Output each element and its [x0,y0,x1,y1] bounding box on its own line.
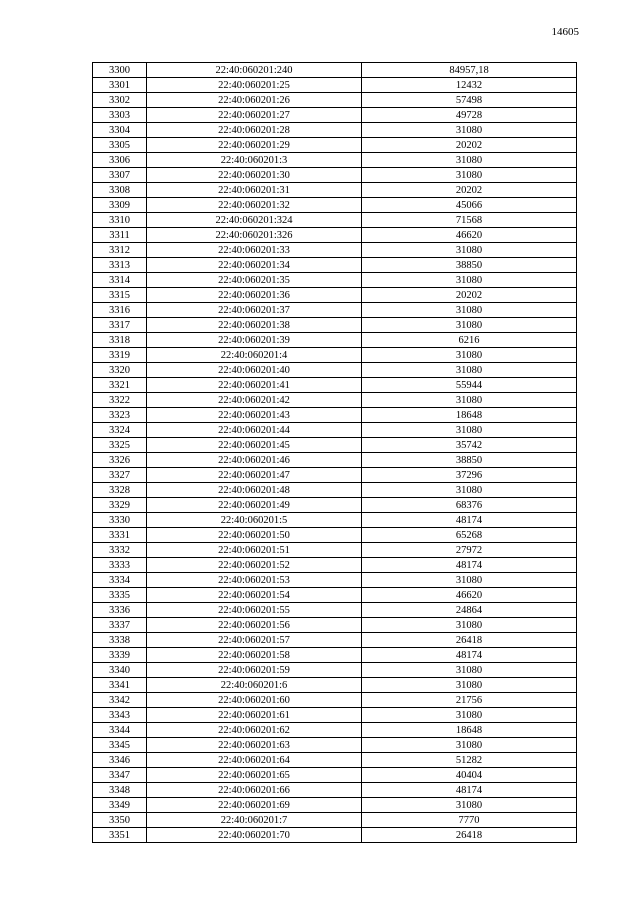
row-number-cell: 3314 [93,273,147,288]
value-cell: 20202 [362,183,577,198]
row-number-cell: 3312 [93,243,147,258]
table-row [93,483,577,498]
value-cell: 31080 [362,273,577,288]
value-cell: 31080 [362,678,577,693]
value-cell: 31080 [362,483,577,498]
value-cell: 48174 [362,558,577,573]
cadastral-number-cell: 22:40:060201:37 [147,303,362,318]
row-number-cell: 3347 [93,768,147,783]
value-cell: 26418 [362,828,577,843]
cadastral-number-cell: 22:40:060201:38 [147,318,362,333]
cadastral-number-cell: 22:40:060201:49 [147,498,362,513]
value-cell: 38850 [362,258,577,273]
cadastral-number-cell: 22:40:060201:32 [147,198,362,213]
value-cell: 31080 [362,303,577,318]
table-row [93,753,577,768]
cadastral-number-cell: 22:40:060201:29 [147,138,362,153]
row-number-cell: 3350 [93,813,147,828]
value-cell: 31080 [362,348,577,363]
table-row [93,618,577,633]
table-row [93,213,577,228]
table-row [93,243,577,258]
cadastral-number-cell: 22:40:060201:34 [147,258,362,273]
cadastral-number-cell: 22:40:060201:58 [147,648,362,663]
table-row [93,78,577,93]
cadastral-number-cell: 22:40:060201:44 [147,423,362,438]
cadastral-number-cell: 22:40:060201:7 [147,813,362,828]
cadastral-number-cell: 22:40:060201:60 [147,693,362,708]
table-row [93,288,577,303]
value-cell: 31080 [362,168,577,183]
table-row [93,318,577,333]
value-cell: 31080 [362,423,577,438]
row-number-cell: 3346 [93,753,147,768]
row-number-cell: 3334 [93,573,147,588]
cadastral-number-cell: 22:40:060201:52 [147,558,362,573]
value-cell: 31080 [362,573,577,588]
table-row [93,393,577,408]
table-row [93,708,577,723]
cadastral-number-cell: 22:40:060201:45 [147,438,362,453]
row-number-cell: 3339 [93,648,147,663]
table-row [93,153,577,168]
table-row [93,828,577,843]
row-number-cell: 3348 [93,783,147,798]
row-number-cell: 3343 [93,708,147,723]
value-cell: 48174 [362,648,577,663]
row-number-cell: 3330 [93,513,147,528]
value-cell: 18648 [362,408,577,423]
row-number-cell: 3321 [93,378,147,393]
table-row [93,678,577,693]
table-row [93,558,577,573]
table-row [93,168,577,183]
cadastral-number-cell: 22:40:060201:64 [147,753,362,768]
cadastral-number-cell: 22:40:060201:65 [147,768,362,783]
value-cell: 35742 [362,438,577,453]
value-cell: 57498 [362,93,577,108]
row-number-cell: 3327 [93,468,147,483]
cadastral-number-cell: 22:40:060201:62 [147,723,362,738]
row-number-cell: 3341 [93,678,147,693]
value-cell: 31080 [362,153,577,168]
table-row [93,93,577,108]
cadastral-number-cell: 22:40:060201:48 [147,483,362,498]
table-row [93,198,577,213]
table-row [93,573,577,588]
table-row [93,723,577,738]
row-number-cell: 3317 [93,318,147,333]
table-row [93,528,577,543]
cadastral-number-cell: 22:40:060201:324 [147,213,362,228]
row-number-cell: 3315 [93,288,147,303]
row-number-cell: 3336 [93,603,147,618]
row-number-cell: 3342 [93,693,147,708]
table-row [93,783,577,798]
value-cell: 31080 [362,243,577,258]
cadastral-number-cell: 22:40:060201:40 [147,363,362,378]
row-number-cell: 3349 [93,798,147,813]
row-number-cell: 3329 [93,498,147,513]
row-number-cell: 3301 [93,78,147,93]
row-number-cell: 3304 [93,123,147,138]
table-row [93,303,577,318]
row-number-cell: 3344 [93,723,147,738]
table-row [93,513,577,528]
cadastral-number-cell: 22:40:060201:69 [147,798,362,813]
row-number-cell: 3308 [93,183,147,198]
table-row [93,108,577,123]
table-row [93,378,577,393]
value-cell: 65268 [362,528,577,543]
value-cell: 31080 [362,318,577,333]
table-row [93,438,577,453]
value-cell: 45066 [362,198,577,213]
table-row [93,408,577,423]
value-cell: 31080 [362,798,577,813]
cadastral-number-cell: 22:40:060201:36 [147,288,362,303]
table-row [93,498,577,513]
cadastral-number-cell: 22:40:060201:41 [147,378,362,393]
table-row [93,453,577,468]
row-number-cell: 3340 [93,663,147,678]
row-number-cell: 3333 [93,558,147,573]
table-row [93,123,577,138]
row-number-cell: 3302 [93,93,147,108]
value-cell: 31080 [362,363,577,378]
value-cell: 24864 [362,603,577,618]
value-cell: 7770 [362,813,577,828]
cadastral-number-cell: 22:40:060201:240 [147,63,362,78]
table-row [93,348,577,363]
cadastral-number-cell: 22:40:060201:43 [147,408,362,423]
table-row [93,423,577,438]
table-row [93,603,577,618]
row-number-cell: 3323 [93,408,147,423]
value-cell: 46620 [362,228,577,243]
table-row [93,738,577,753]
row-number-cell: 3319 [93,348,147,363]
table-row [93,468,577,483]
cadastral-number-cell: 22:40:060201:25 [147,78,362,93]
cadastral-number-cell: 22:40:060201:61 [147,708,362,723]
value-cell: 31080 [362,738,577,753]
cadastral-number-cell: 22:40:060201:50 [147,528,362,543]
row-number-cell: 3306 [93,153,147,168]
cadastral-number-cell: 22:40:060201:4 [147,348,362,363]
row-number-cell: 3335 [93,588,147,603]
value-cell: 31080 [362,663,577,678]
row-number-cell: 3325 [93,438,147,453]
row-number-cell: 3313 [93,258,147,273]
value-cell: 48174 [362,783,577,798]
table-row [93,648,577,663]
table-row [93,693,577,708]
row-number-cell: 3337 [93,618,147,633]
row-number-cell: 3318 [93,333,147,348]
cadastral-number-cell: 22:40:060201:56 [147,618,362,633]
value-cell: 49728 [362,108,577,123]
row-number-cell: 3303 [93,108,147,123]
row-number-cell: 3345 [93,738,147,753]
cadastral-number-cell: 22:40:060201:39 [147,333,362,348]
row-number-cell: 3328 [93,483,147,498]
cadastral-number-cell: 22:40:060201:326 [147,228,362,243]
cadastral-number-cell: 22:40:060201:66 [147,783,362,798]
row-number-cell: 3338 [93,633,147,648]
page-number: 14605 [551,26,579,38]
cadastral-number-cell: 22:40:060201:6 [147,678,362,693]
table-row [93,768,577,783]
cadastral-number-cell: 22:40:060201:63 [147,738,362,753]
row-number-cell: 3316 [93,303,147,318]
row-number-cell: 3331 [93,528,147,543]
row-number-cell: 3332 [93,543,147,558]
value-cell: 48174 [362,513,577,528]
value-cell: 27972 [362,543,577,558]
table-row [93,813,577,828]
table-row [93,258,577,273]
cadastral-number-cell: 22:40:060201:27 [147,108,362,123]
value-cell: 6216 [362,333,577,348]
cadastral-number-cell: 22:40:060201:55 [147,603,362,618]
value-cell: 26418 [362,633,577,648]
table-row [93,228,577,243]
cadastral-number-cell: 22:40:060201:53 [147,573,362,588]
cadastral-number-cell: 22:40:060201:70 [147,828,362,843]
value-cell: 55944 [362,378,577,393]
cadastral-number-cell: 22:40:060201:33 [147,243,362,258]
row-number-cell: 3310 [93,213,147,228]
cadastral-number-cell: 22:40:060201:59 [147,663,362,678]
cadastral-number-cell: 22:40:060201:46 [147,453,362,468]
value-cell: 20202 [362,288,577,303]
value-cell: 21756 [362,693,577,708]
cadastral-number-cell: 22:40:060201:31 [147,183,362,198]
value-cell: 40404 [362,768,577,783]
cadastral-number-cell: 22:40:060201:51 [147,543,362,558]
row-number-cell: 3311 [93,228,147,243]
value-cell: 31080 [362,123,577,138]
row-number-cell: 3326 [93,453,147,468]
row-number-cell: 3309 [93,198,147,213]
row-number-cell: 3307 [93,168,147,183]
row-number-cell: 3300 [93,63,147,78]
row-number-cell: 3305 [93,138,147,153]
cadastral-number-cell: 22:40:060201:28 [147,123,362,138]
table-row [93,363,577,378]
table-row [93,633,577,648]
row-number-cell: 3351 [93,828,147,843]
value-cell: 20202 [362,138,577,153]
cadastral-number-cell: 22:40:060201:3 [147,153,362,168]
value-cell: 46620 [362,588,577,603]
value-cell: 37296 [362,468,577,483]
table-row [93,63,577,78]
cadastral-number-cell: 22:40:060201:42 [147,393,362,408]
value-cell: 51282 [362,753,577,768]
table-row [93,543,577,558]
table-row [93,798,577,813]
value-cell: 31080 [362,618,577,633]
value-cell: 38850 [362,453,577,468]
table-row [93,138,577,153]
table-body [93,63,577,843]
value-cell: 68376 [362,498,577,513]
cadastral-table [92,62,577,843]
table-row [93,333,577,348]
table-row [93,663,577,678]
cadastral-number-cell: 22:40:060201:47 [147,468,362,483]
row-number-cell: 3322 [93,393,147,408]
cadastral-number-cell: 22:40:060201:5 [147,513,362,528]
cadastral-number-cell: 22:40:060201:26 [147,93,362,108]
cadastral-number-cell: 22:40:060201:57 [147,633,362,648]
table-row [93,183,577,198]
row-number-cell: 3320 [93,363,147,378]
cadastral-number-cell: 22:40:060201:54 [147,588,362,603]
value-cell: 84957,18 [362,63,577,78]
value-cell: 71568 [362,213,577,228]
cadastral-number-cell: 22:40:060201:35 [147,273,362,288]
cadastral-number-cell: 22:40:060201:30 [147,168,362,183]
table-row [93,273,577,288]
value-cell: 31080 [362,708,577,723]
row-number-cell: 3324 [93,423,147,438]
value-cell: 31080 [362,393,577,408]
table-row [93,588,577,603]
value-cell: 18648 [362,723,577,738]
value-cell: 12432 [362,78,577,93]
